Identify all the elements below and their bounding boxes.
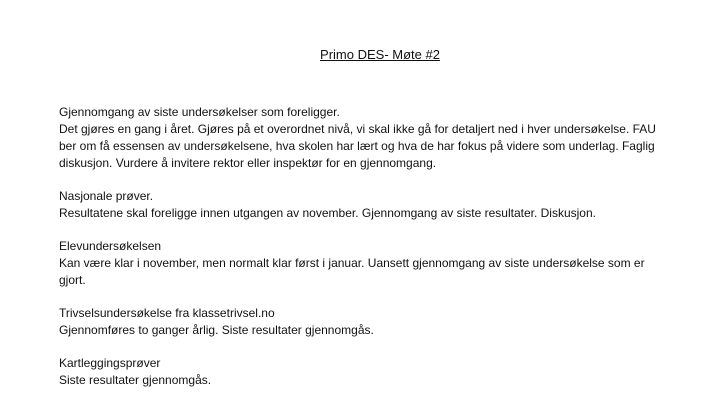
section-heading: Elevundersøkelsen bbox=[59, 239, 162, 253]
section-undersokelser bbox=[59, 104, 669, 172]
section-heading: Kartleggingsprøver bbox=[59, 356, 161, 370]
section-heading: Gjennomgang av siste undersøkelser som foreligger. bbox=[59, 105, 340, 119]
section-nasjonale-prover bbox=[59, 188, 669, 222]
section-text: Det gjøres en gang i året. Gjøres på et overordnet nivå, vi skal ikke gå for detaljert ned i hver undersøkelse. FAU ber om få essensen av undersøkelsene, hva skolen har lært og hva de har fokus på videre som underlag. Faglig diskusjon. Vurdere å invitere rektor eller inspektør for en gjennomgang. bbox=[59, 122, 656, 170]
section-kartleggingsprover bbox=[59, 355, 669, 389]
slide-body bbox=[59, 104, 669, 405]
section-text: Gjennomføres to ganger årlig. Siste resultater gjennomgås. bbox=[59, 323, 374, 337]
section-heading: Trivselsundersøkelse fra klassetrivsel.no bbox=[59, 306, 275, 320]
section-text: Siste resultater gjennomgås. bbox=[59, 373, 212, 387]
section-text: Kan være klar i november, men normalt klar først i januar. Uansett gjennomgang av siste undersøkelse som er gjort. bbox=[59, 256, 645, 287]
section-text: Resultatene skal foreligge innen utgangen av november. Gjennomgang av siste resultater. Diskusjon. bbox=[59, 206, 596, 220]
section-trivselsundersokelse bbox=[59, 305, 669, 339]
slide-title: Primo DES- Møte #2 bbox=[320, 47, 440, 62]
section-elevundersokelsen bbox=[59, 238, 669, 289]
section-heading: Nasjonale prøver. bbox=[59, 189, 154, 203]
